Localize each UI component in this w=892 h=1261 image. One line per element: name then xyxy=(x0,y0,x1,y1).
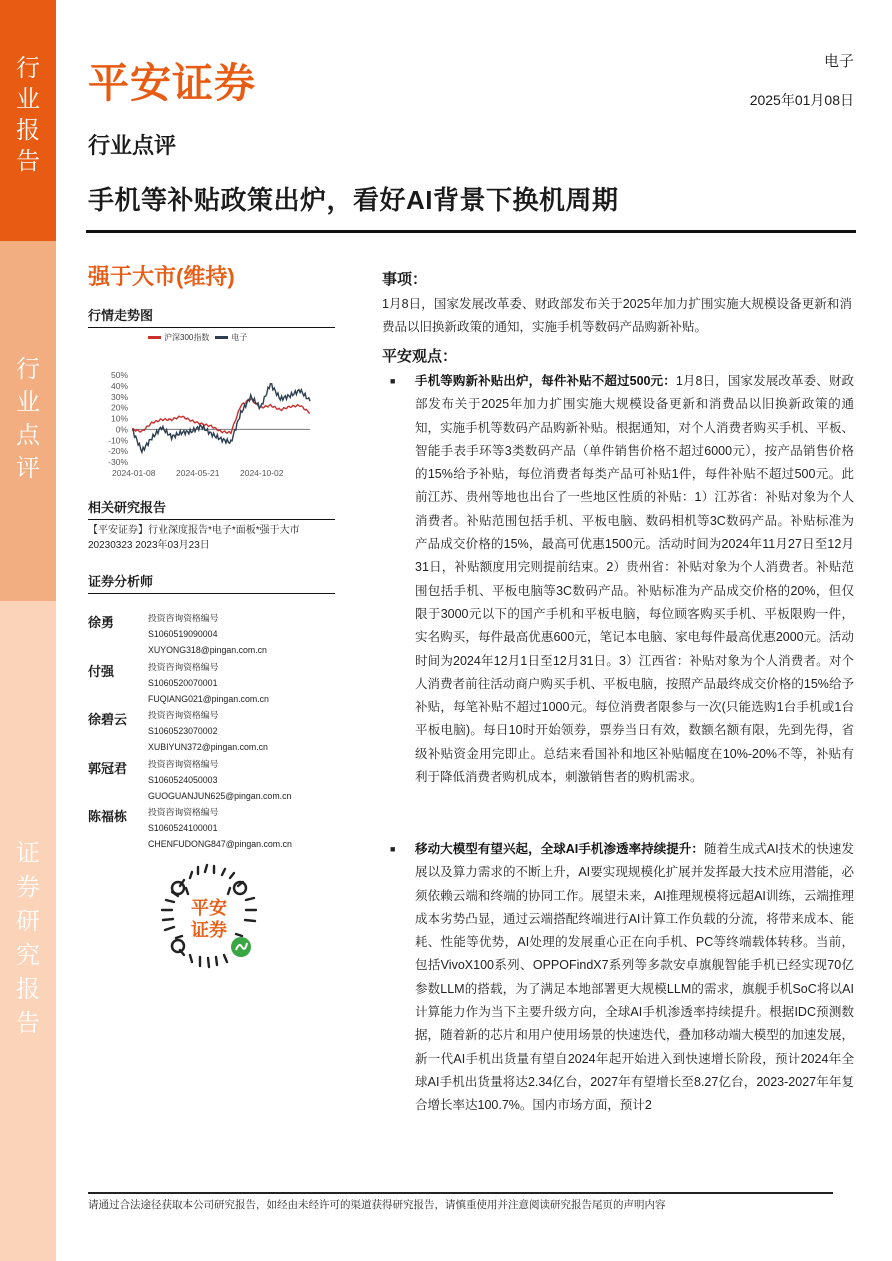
analyst-info xyxy=(148,707,268,755)
market-trend-chart xyxy=(88,328,335,480)
svg-text:10%: 10% xyxy=(110,413,128,424)
qr-code-icon xyxy=(150,858,268,976)
view-heading: 平安观点： xyxy=(382,348,458,365)
bullet-square-icon: ■ xyxy=(390,844,396,854)
cert-label: 投资咨询资格编号 xyxy=(148,613,219,623)
svg-text:50%: 50% xyxy=(110,370,128,380)
chart-heading: 行情走势图 xyxy=(88,305,335,328)
analyst-entry xyxy=(88,707,338,756)
bullet-square-icon: ■ xyxy=(390,376,396,386)
analyst-entry xyxy=(88,659,338,708)
analysts-heading: 证券分析师 xyxy=(88,571,335,594)
qr-code[interactable] xyxy=(150,858,268,976)
analyst-email[interactable]: GUOGUANJUN625@pingan.com.cn xyxy=(148,790,292,801)
svg-text:平安: 平安 xyxy=(191,898,227,919)
analyst-list xyxy=(88,610,338,853)
analyst-email[interactable]: XUYONG318@pingan.com.cn xyxy=(148,645,267,655)
rating: 强于大市(维持) xyxy=(88,264,235,289)
company-logo: 平安证券 xyxy=(88,59,256,107)
analyst-entry xyxy=(88,804,338,853)
event-heading: 事项： xyxy=(382,271,428,288)
legend-item-electronics: 电子 xyxy=(215,332,247,343)
sidebar-label: 行业点评 xyxy=(16,356,40,482)
svg-text:-10%: -10% xyxy=(108,435,128,446)
sidebar xyxy=(0,0,56,1261)
svg-text:30%: 30% xyxy=(110,391,128,402)
cert-number: S1060523070002 xyxy=(148,726,218,736)
legend-item-hs300: 沪深300指数 xyxy=(148,332,209,343)
footer-divider xyxy=(88,1192,833,1194)
cert-label: 投资咨询资格编号 xyxy=(148,710,219,720)
sidebar-label: 证券研究报告 xyxy=(16,840,40,1037)
analyst-email[interactable]: CHENFUDONG847@pingan.com.cn xyxy=(148,839,292,849)
sector-label: 电子 xyxy=(823,53,854,70)
doc-type: 行业点评 xyxy=(88,133,177,158)
analyst-info xyxy=(148,804,292,852)
series-line-hs300 xyxy=(132,399,310,433)
analyst-entry xyxy=(88,756,338,805)
cert-label: 投资咨询资格编号 xyxy=(148,661,219,672)
analyst-email[interactable]: XUBIYUN372@pingan.com.cn xyxy=(148,742,268,752)
sidebar-label: 行业报告 xyxy=(16,55,40,175)
report-date: 2025年01月08日 xyxy=(749,92,854,108)
bullet-ai-phone xyxy=(382,838,854,1118)
cert-number: S1060524050003 xyxy=(148,774,218,785)
bullet-body xyxy=(415,370,854,789)
cert-label: 投资咨询资格编号 xyxy=(148,758,219,769)
bullet-lead: 移动大模型有望兴起，全球AI手机渗透率持续提升： xyxy=(415,842,704,856)
related-report-date: 20230323 2023年03月23日 xyxy=(88,540,210,551)
analyst-name: 徐勇 xyxy=(88,615,115,630)
title-divider xyxy=(86,230,856,233)
analyst-info xyxy=(148,659,269,707)
sidebar-segment-category xyxy=(0,241,56,601)
svg-text:40%: 40% xyxy=(110,380,128,391)
sidebar-segment-research xyxy=(0,601,56,1261)
page-title: 手机等补贴政策出炉，看好AI背景下换机周期 xyxy=(88,185,619,215)
cert-number: S1060520070001 xyxy=(148,677,218,688)
series-line-electronics xyxy=(132,384,310,453)
sidebar-segment-report-type xyxy=(0,0,56,241)
cert-number: S1060524100001 xyxy=(148,823,218,833)
analyst-entry xyxy=(88,610,338,659)
footer-disclaimer: 请通过合法途径获取本公司研究报告，如经由未经许可的渠道获得研究报告，请慎重使用并注意阅读研究报告尾页的声明内容 xyxy=(88,1199,666,1211)
svg-text:0%: 0% xyxy=(115,424,128,435)
bullet-lead: 手机等购新补贴出炉，每件补贴不超过500元： xyxy=(415,374,676,388)
svg-text:-20%: -20% xyxy=(108,446,128,457)
svg-text:20%: 20% xyxy=(110,402,128,413)
related-heading: 相关研究报告 xyxy=(88,497,335,520)
svg-text:证券: 证券 xyxy=(191,920,227,941)
analyst-name: 徐碧云 xyxy=(88,712,128,727)
event-text: 1月8日，国家发展改革委、财政部发布关于2025年加力扩围实施大规模设备更新和消费品以旧换新政策的通知，实施手机等数码产品购新补贴。 xyxy=(382,297,852,335)
cert-label: 投资咨询资格编号 xyxy=(148,807,219,817)
svg-text:2024-05-21: 2024-05-21 xyxy=(176,468,220,478)
svg-text:2024-10-02: 2024-10-02 xyxy=(240,468,284,478)
svg-text:2024-01-08: 2024-01-08 xyxy=(112,468,156,478)
related-report-line[interactable]: 【平安证券】行业深度报告*电子*面板*强于大市 xyxy=(88,525,300,536)
analyst-name: 付强 xyxy=(88,663,115,679)
bullet-body xyxy=(415,838,854,1118)
bullet-text: 1月8日，国家发展改革委、财政部发布关于2025年加力扩围实施大规模设备更新和消费品以旧换新政策的通知，实施手机等数码产品购新补贴。根据通知，对个人消费者购买手机、平板、智能手表手环等3类数码产品（单件销售价格不超过6000元），按产品销售价格的15%给予补贴，每位消费者每类产品可补贴1件，每件补贴不超过500元。此前江苏、贵州等地也出台了一些地区性质的补贴：1）江苏省：补贴对象为个人消费者。补贴范围包括手机、平板电脑、数码相机等3C数码产品。补贴标准为产品成交价格的15%，最高可优惠1500元。活动时间为2024年11月27日至12月31日，补贴额度用完则提前结束。2）贵州省：补贴对象为个人消费者。补贴范围包括手机、平板电脑等3C数码产品。补贴标准为产品成交价格的20%，但仅限于3000元以下的国产手机和平板电脑，每位顾客购买手机、平板限购一件，实名购买，每件最高优惠600元，笔记本电脑、家电每件最高优惠2000元。活动时间为2024年12月1日至12月31日。3）江西省：补贴对象为个人消费者。对个人消费者前往活动商户购买手机、平板电脑，按照产品最终成交价格的15%给予补贴，每笔补贴不超过1000元。每位消费者限参与一次(只能选购1台手机或1台平板电脑)。每日10时开始领券，票券当日有效，数额名额有限，先到先得，省级补贴资金用完即止。总结来看国补和地区补贴幅度在10%-20%不等，补贴有利于降低消费者购机成本，刺激销售者的购机需求。 xyxy=(415,374,855,785)
analyst-name: 郭冠君 xyxy=(88,760,128,776)
svg-text:-30%: -30% xyxy=(108,457,128,467)
analyst-info xyxy=(148,756,291,804)
analyst-email[interactable]: FUQIANG021@pingan.com.cn xyxy=(148,693,269,704)
bullet-text: 随着生成式AI技术的快速发展以及算力需求的不断上升，AI要实现规模化扩展并发挥最大技术应用潜能，必须依赖云端和终端的协同工作。展望未来，AI推理规模将远超AI训练，云端推理成本劣势凸显，通过云端搭配终端进行AI计算工作负载的分流，将带来成本、能耗、性能等优势，AI处理的发展重心正在向手机、PC等终端载体转移。当前，包括VivoX100系列、OPPOFindX7系列等多款安卓旗舰智能手机已经实现70亿参数LLM的搭载，为了满足本地部署更大规模LLM的需求，旗舰手机SoC将以AI计算能力作为当下主要升级方向，全球AI手机渗透率持续提升。根据IDC预测数据，随着新的芯片和用户使用场景的快速迭代，叠加移动端大模型的加速发展，新一代AI手机出货量有望自2024年起开始进入到快速增长阶段，预计2024年全球AI手机出货量将达2.34亿台，2027年有望增长至8.27亿台，2023-2027年年复合增长率达100.7%。国内市场方面，预计2 xyxy=(415,842,854,1113)
cert-number: S1060519090004 xyxy=(148,629,218,639)
related-reports xyxy=(88,523,338,553)
bullet-subsidy xyxy=(382,370,854,789)
analyst-name: 陈福栋 xyxy=(88,809,128,824)
analyst-info xyxy=(148,610,267,658)
line-chart-plot xyxy=(88,328,335,480)
